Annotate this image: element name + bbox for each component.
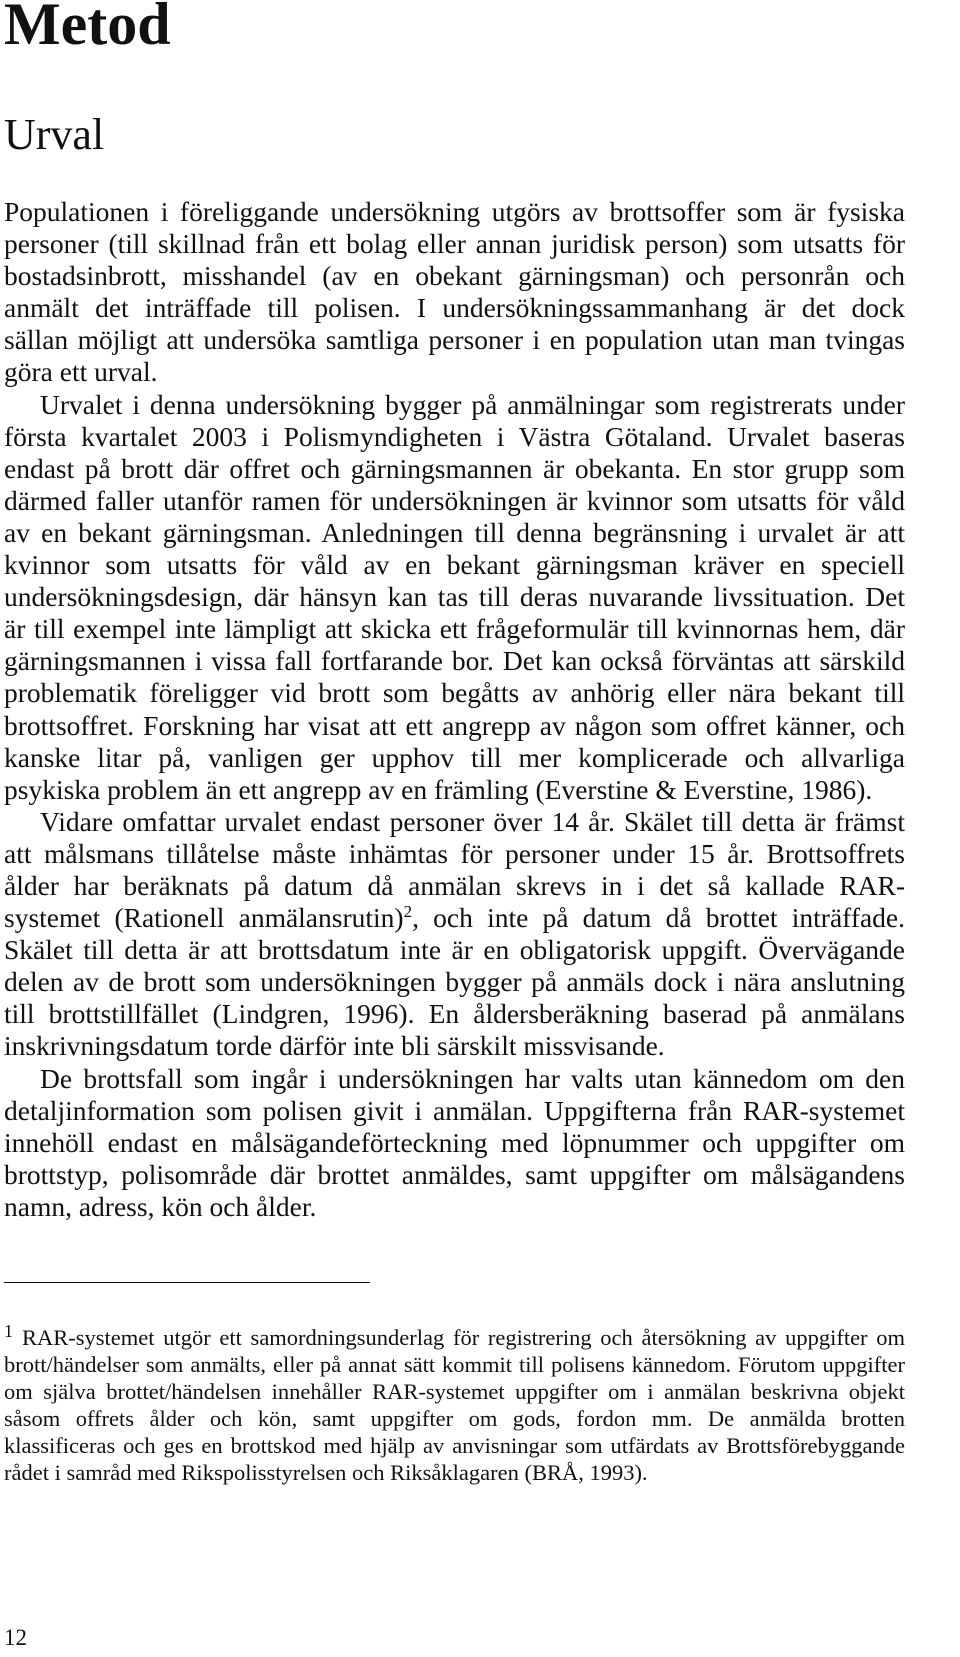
text-line: endast på brott där offret och gärningsmannen är obekanta. En stor grupp som xyxy=(4,452,905,484)
footnote-line: rådet i samråd med Rikspolisstyrelsen och Riksåklagaren (BRÅ, 1993). xyxy=(4,1460,648,1485)
footnote xyxy=(4,1321,905,1486)
text-line: anmält det inträffade till polisen. I undersökningssammanhang är det dock xyxy=(4,292,905,324)
text-line: De brottsfall som ingår i undersökningen har valts utan kännedom om den xyxy=(40,1062,905,1094)
text-line: ålder har beräknats på datum då anmälan skrevs in i det så kallade RAR- xyxy=(4,869,905,901)
text-line: innehöll endast en målsägandeförteckning med löpnummer och uppgifter om xyxy=(4,1126,905,1158)
text-line: detaljinformation som polisen givit i anmälan. Uppgifterna från RAR-systemet xyxy=(4,1094,905,1126)
footnote-marker: 1 xyxy=(4,1321,13,1341)
text-line: psykiska problem än ett angrepp av en främling (Everstine & Everstine, 1986). xyxy=(4,773,873,805)
text-line xyxy=(4,902,905,934)
footnote-separator xyxy=(4,1282,370,1283)
text-line: därmed faller utanför ramen för undersökningen är kvinnor som utsatts för våld xyxy=(4,484,905,516)
footnote-line: om själva brottet/händelsen innehåller RAR-systemet uppgifter om i anmälan beskrivna objekt xyxy=(4,1379,905,1404)
footnote-line: klassificeras och ges en brottskod med hjälp av anvisningar som utfärdats av Brottsförebyggande xyxy=(4,1433,905,1458)
text-line: personer (till skillnad från ett bolag eller annan juridisk person) som utsatts för xyxy=(4,228,905,260)
text-segment: , och inte på datum då brottet inträffade. xyxy=(412,902,906,934)
footnote-line: RAR-systemet utgör ett samordningsunderlag för registrering och återsökning av uppgifter om xyxy=(22,1325,905,1350)
footnote-reference: 2 xyxy=(403,901,413,921)
text-line: Populationen i föreliggande undersökning utgörs av brottsoffer som är fysiska xyxy=(4,196,905,227)
text-line: första kvartalet 2003 i Polismyndigheten i Västra Götaland. Urvalet baseras xyxy=(4,420,905,452)
text-line: problematik föreligger vid brott som begåtts av anhörig eller nära bekant till xyxy=(4,677,905,709)
text-segment: systemet (Rationell anmälansrutin) xyxy=(4,902,404,934)
body-paragraph xyxy=(4,1063,905,1223)
text-line: inskrivningsdatum torde därför inte bli särskilt missvisande. xyxy=(4,1030,665,1062)
text-line: till brottstillfället (Lindgren, 1996). En åldersberäkning baserad på anmälans xyxy=(4,998,905,1030)
page-number: 12 xyxy=(4,1625,27,1650)
text-line: att målsmans tillåtelse måste inhämtas för personer under 15 år. Brottsoffrets xyxy=(4,837,905,869)
body-text xyxy=(4,196,905,1223)
footnote-line: brott/händelser som anmälts, eller på annat sätt kommit till polisens kännedom. Förutom uppgifter xyxy=(4,1352,905,1377)
page-heading: Metod xyxy=(4,0,171,57)
body-paragraph xyxy=(4,389,905,806)
text-line: är till exempel inte lämpligt att skicka ett frågeformulär till kvinnornas hem, där xyxy=(4,613,905,645)
text-line: brottsoffret. Forskning har visat att ett angrepp av någon som offret känner, och xyxy=(4,709,905,741)
text-line: kanske litar på, vanligen ger upphov till mer komplicerade och allvarliga xyxy=(4,741,905,773)
section-heading: Urval xyxy=(4,110,105,159)
text-line: delen av de brott som undersökningen bygger på anmäls dock i nära anslutning xyxy=(4,966,905,998)
footnote-line: såsom offrets ålder och kön, samt uppgifter om gods, fordon mm. De anmälda brotten xyxy=(4,1406,905,1431)
text-line: Urvalet i denna undersökning bygger på anmälningar som registrerats under xyxy=(40,388,905,420)
text-line: sällan möjligt att undersöka samtliga personer i en population utan man tvingas xyxy=(4,324,905,356)
body-paragraph xyxy=(4,196,905,389)
body-paragraph xyxy=(4,806,905,1063)
text-line: namn, adress, kön och ålder. xyxy=(4,1190,317,1222)
text-line: kvinnor som utsatts för våld av en bekant gärningsman kräver en speciell xyxy=(4,549,905,581)
text-line: av en bekant gärningsman. Anledningen till denna begränsning i urvalet är att xyxy=(4,516,905,548)
text-line: göra ett urval. xyxy=(4,356,158,388)
text-line: bostadsinbrott, misshandel (av en obekant gärningsman) och personrån och xyxy=(4,260,905,292)
text-line: brottstyp, polisområde där brottet anmäldes, samt uppgifter om målsägandens xyxy=(4,1158,905,1190)
text-line: Skälet till detta är att brottsdatum inte är en obligatorisk uppgift. Övervägande xyxy=(4,934,905,966)
text-line: gärningsmannen i vissa fall fortfarande bor. Det kan också förväntas att särskild xyxy=(4,645,905,677)
text-line: Vidare omfattar urvalet endast personer över 14 år. Skälet till detta är främst xyxy=(40,805,905,837)
text-line: undersökningsdesign, där hänsyn kan tas till deras nuvarande livssituation. Det xyxy=(4,581,905,613)
